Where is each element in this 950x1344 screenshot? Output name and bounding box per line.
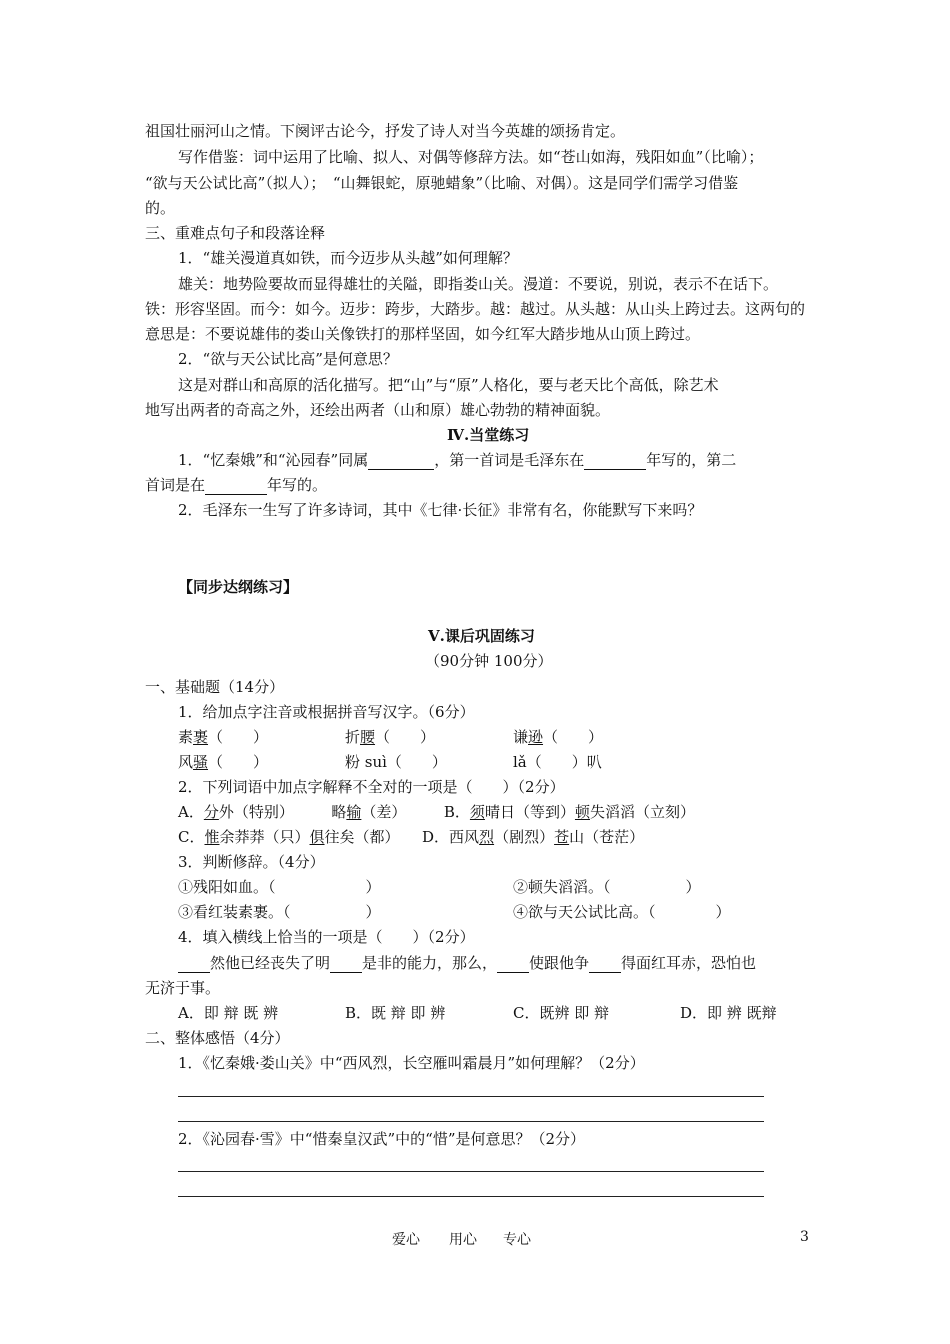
section4-q1-text-c: 年写的，第二 <box>646 451 737 469</box>
q4-sentence-line2: 无济于事。 <box>145 979 221 997</box>
section4-q1-line2 <box>145 475 327 495</box>
q3-title: 3．判断修辞。（4分） <box>178 853 325 871</box>
q2-options-cd: C．惟余莽莽（只）俱往矣（都） D．西风烈（剧烈）苍山（苍茫） <box>178 828 645 846</box>
answer-blank[interactable] <box>368 453 434 470</box>
answer-blank[interactable] <box>589 956 621 973</box>
q4-option-b: B．既 辩 即 辨 <box>345 1004 446 1022</box>
answer-blank[interactable] <box>205 478 267 495</box>
q1-item-3: 谦逊（ ） <box>513 728 604 746</box>
answer-blank[interactable] <box>178 956 210 973</box>
section3-q1: 1．“雄关漫道真如铁，而今迈步从头越”如何理解？ <box>178 249 518 267</box>
q3-item-2: ②顿失滔滔。（ ） <box>513 878 701 896</box>
section3-a2-line1: 这是对群山和高原的活化描写。把“山”与“原”人格化，要与老天比个高低，除艺术 <box>178 376 719 394</box>
section4-q1-text-b: ，第一首词是毛泽东在 <box>434 451 585 469</box>
answer-blank[interactable] <box>584 453 646 470</box>
answer-blank[interactable] <box>497 956 529 973</box>
q4-option-d: D．即 辨 既辩 <box>680 1004 777 1022</box>
q1-item-4: 风骚（ ） <box>178 753 269 771</box>
section3-q2: 2．“欲与天公试比高”是何意思？ <box>178 350 398 368</box>
intro-line-1: 祖国壮丽河山之情。下阕评古论今，抒发了诗人对当今英雄的颂扬肯定。 <box>145 122 626 140</box>
page-number: 3 <box>800 1229 809 1245</box>
section3-a1-line3: 意思是：不要说雄伟的娄山关像铁打的那样坚固，如今红军大踏步地从山顶上跨过。 <box>145 325 701 343</box>
section4-q2: 2．毛泽东一生写了许多诗词，其中《七律·长征》非常有名，你能默写下来吗？ <box>178 501 703 519</box>
part2-q2: 2．《沁园春·雪》中“惜秦皇汉武”中的“惜”是何意思？（2分） <box>178 1130 586 1148</box>
part1-heading: 一、基础题（14分） <box>145 678 285 696</box>
q1-item-5: 粉 suì（ ） <box>345 753 447 771</box>
section3-heading: 三、重难点句子和段落诠释 <box>145 224 326 242</box>
answer-line[interactable] <box>178 1121 764 1122</box>
section5-title: Ⅴ.课后巩固练习 <box>428 627 535 645</box>
q4-sentence: 然他已经丧失了明 是非的能力，那么， 使跟他争 得面红耳赤，恐怕也 <box>178 953 756 973</box>
section5-subtitle: （90分钟 100分） <box>425 652 553 670</box>
q4-title: 4．填入横线上恰当的一项是（ ）（2分） <box>178 928 475 946</box>
q3-item-1: ①残阳如血。（ ） <box>178 878 381 896</box>
section4-q1-text-e: 年写的。 <box>267 476 328 494</box>
q3-item-4: ④欲与天公试比高。（ ） <box>513 903 731 921</box>
q1-item-2: 折腰（ ） <box>345 728 436 746</box>
footer-middle: 用心 <box>449 1232 477 1248</box>
answer-line[interactable] <box>178 1096 764 1097</box>
section4-q1-line1 <box>178 450 736 470</box>
intro-line-2: 写作借鉴：词中运用了比喻、拟人、对偶等修辞方法。如“苍山如海，残阳如血”（比喻）； <box>178 148 764 166</box>
q3-item-3: ③看红装素裹。（ ） <box>178 903 381 921</box>
answer-line[interactable] <box>178 1171 764 1172</box>
section4-q1-text-a: 1．“忆秦娥”和“沁园春”同属 <box>178 451 369 469</box>
footer-right: 专心 <box>503 1232 531 1248</box>
q4-option-a: A．即 辩 既 辨 <box>178 1004 279 1022</box>
answer-line[interactable] <box>178 1196 764 1197</box>
part2-heading: 二、整体感悟（4分） <box>145 1029 290 1047</box>
q1-title: 1．给加点字注音或根据拼音写汉字。（6分） <box>178 703 475 721</box>
q1-item-1: 素裹（ ） <box>178 728 269 746</box>
q4-option-c: C．既辨 即 辩 <box>513 1004 610 1022</box>
part2-q1: 1．《忆秦娥·娄山关》中“西风烈，长空雁叫霜晨月”如何理解？（2分） <box>178 1054 645 1072</box>
section3-a1-line1: 雄关：地势险要故而显得雄壮的关隘，即指娄山关。漫道：不要说，别说，表示不在话下。 <box>178 275 779 293</box>
section3-a2-line2: 地写出两者的奇高之外，还绘出两者（山和原）雄心勃勃的精神面貌。 <box>145 401 611 419</box>
section4-title: Ⅳ.当堂练习 <box>447 426 530 444</box>
q2-options-ab: A．分外（特别） 略输（差） B．须晴日（等到）顿失滔滔（立刻） <box>178 803 695 821</box>
section4-q1-text-d: 首词是在 <box>145 476 206 494</box>
q1-item-6: lǎ（ ）叭 <box>513 753 602 771</box>
section3-a1-line2: 铁：形容坚固。而今：如今。迈步：跨步，大踏步。越：越过。从头越：从山头上跨过去。这两句的 <box>145 300 806 318</box>
q2-title: 2．下列词语中加点字解释不全对的一项是（ ）（2分） <box>178 778 565 796</box>
intro-line-3: “欲与天公试比高”（拟人）； “山舞银蛇，原驰蜡象”（比喻、对偶）。这是同学们需学习借鉴 <box>145 174 739 192</box>
answer-blank[interactable] <box>330 956 362 973</box>
intro-line-4: 的。 <box>145 199 176 217</box>
footer-left: 爱心 <box>392 1232 420 1248</box>
sync-heading: 【同步达纲练习】 <box>178 578 299 596</box>
